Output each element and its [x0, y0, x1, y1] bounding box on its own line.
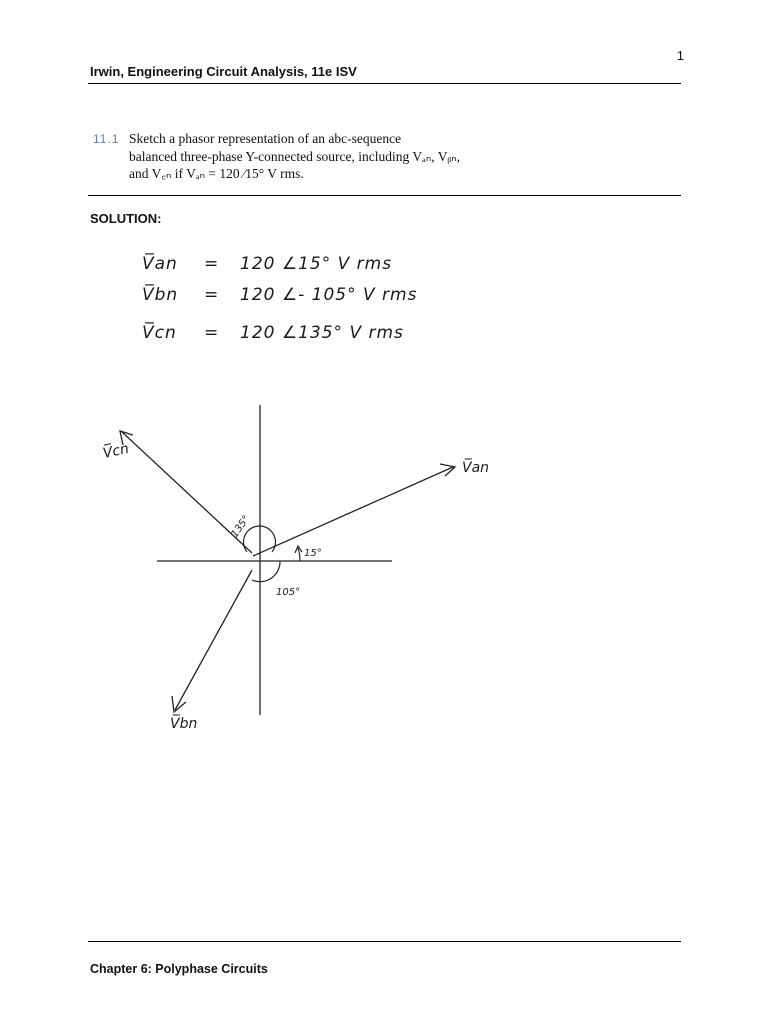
angle-15-arc — [298, 548, 300, 561]
footer-title: Chapter 6: Polyphase Circuits — [90, 962, 268, 976]
angle-105-label: 105° — [276, 587, 301, 598]
van-phasor — [253, 467, 453, 556]
problem-number: 11.1 — [93, 132, 120, 146]
angle-15-label: 15° — [304, 548, 322, 559]
angle-135-label: 135° — [229, 513, 253, 540]
problem-line-2: balanced three-phase Y-connected source, including Vₐₙ, Vᵦₙ, — [129, 149, 461, 164]
page-number: 1 — [676, 48, 684, 63]
problem-text-1: Sketch a phasor representation of an abc-sequence — [129, 131, 402, 146]
equation-vbn-rhs: 120 ∠- 105° V rms — [240, 285, 418, 305]
angle-105-arc — [252, 561, 280, 582]
van-label: V̅an — [462, 460, 490, 476]
equation-vbn-lhs: V̅bn — [142, 285, 179, 305]
header-title: Irwin, Engineering Circuit Analysis, 11e ISV — [90, 64, 357, 79]
equation-vcn-rhs: 120 ∠135° V rms — [240, 323, 404, 343]
equation-van-lhs: V̅an — [142, 254, 178, 274]
equation-van-rhs: 120 ∠15° V rms — [240, 254, 393, 274]
equation-vcn-eq: = — [204, 323, 220, 343]
equation-vcn-lhs: V̅cn — [142, 323, 177, 343]
vbn-label: V̅bn — [170, 716, 198, 732]
footer-rule — [88, 941, 681, 942]
vcn-label: V̅cn — [101, 440, 131, 462]
equation-vbn-eq: = — [204, 285, 220, 305]
solution-label: SOLUTION: — [90, 211, 162, 226]
equation-van-eq: = — [204, 254, 220, 274]
problem-line-3: and V꜀ₙ if Vₐₙ = 120 ∕15° V rms. — [129, 166, 304, 181]
vbn-phasor — [175, 570, 252, 710]
